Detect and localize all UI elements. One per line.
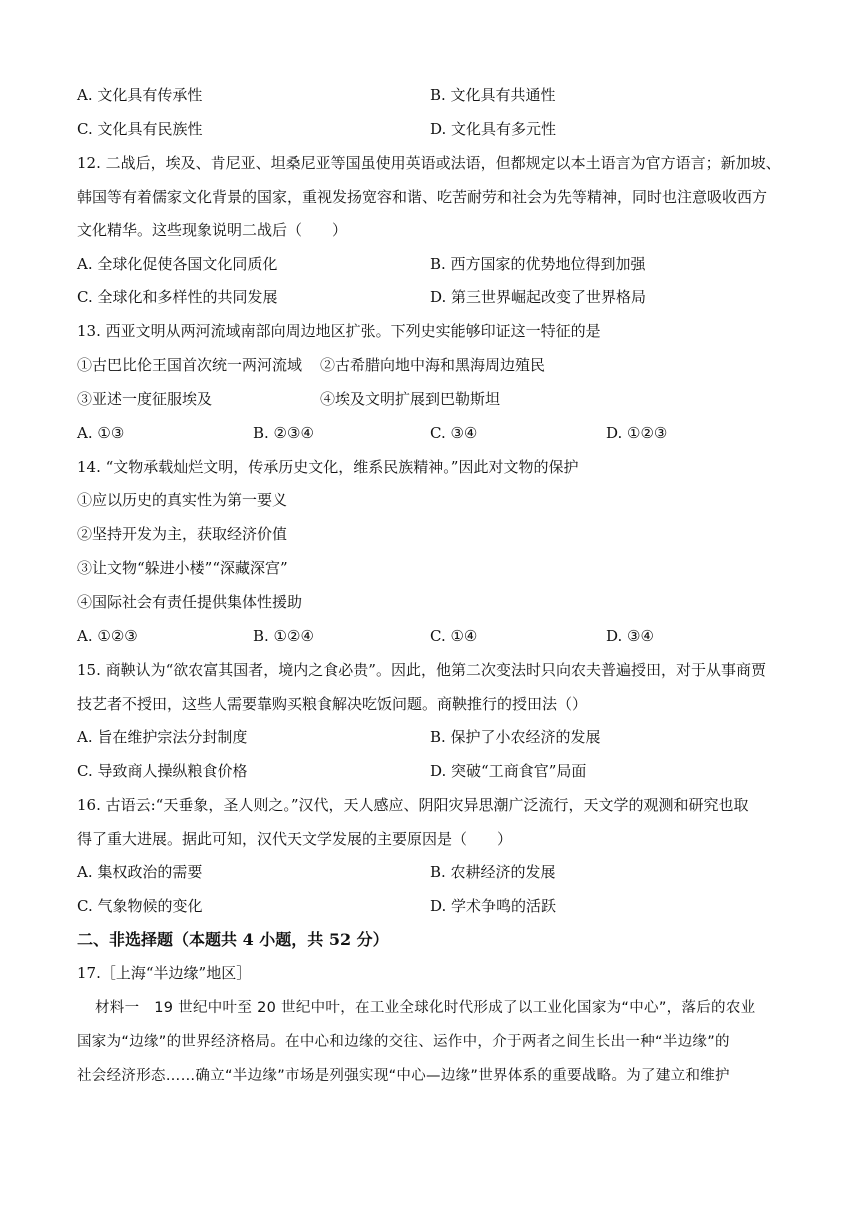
q14-item-1: ①应以历史的真实性为第一要义 — [77, 491, 288, 509]
q13-item-2: ②古希腊向地中海和黑海周边殖民 — [320, 356, 546, 374]
q15-stem-line-2: 技艺者不授田，这些人需要靠购买粮食解决吃饭问题。商鞅推行的授田法（） — [77, 695, 588, 713]
q13-option-d: D. ①②③ — [606, 424, 668, 442]
q15-option-a: A. 旨在维护宗法分封制度 — [77, 728, 248, 746]
q12-option-b: B. 西方国家的优势地位得到加强 — [430, 255, 646, 273]
q14-option-c: C. ①④ — [430, 627, 478, 645]
q14-option-d: D. ③④ — [606, 627, 654, 645]
q13-option-c: C. ③④ — [430, 424, 478, 442]
q12-stem-line-2: 韩国等有着儒家文化背景的国家，重视发扬宽容和谐、吃苦耐劳和社会为先等精神，同时也注意吸收西方 — [77, 188, 768, 206]
q16-option-b: B. 农耕经济的发展 — [430, 863, 556, 881]
q12-option-c: C. 全球化和多样性的共同发展 — [77, 288, 278, 306]
q13-stem: 13. 西亚文明从两河流域南部向周边地区扩张。下列史实能够印证这一特征的是 — [77, 322, 601, 340]
q14-item-3: ③让文物“躲进小楼”“深藏深宫” — [77, 559, 288, 577]
q14-option-a: A. ①②③ — [77, 627, 138, 645]
q11-option-b: B. 文化具有共通性 — [430, 86, 556, 104]
q16-stem-line-2: 得了重大进展。据此可知，汉代天文学发展的主要原因是（ ） — [77, 830, 513, 848]
q14-item-4: ④国际社会有责任提供集体性援助 — [77, 593, 303, 611]
q13-option-a: A. ①③ — [77, 424, 125, 442]
q13-option-b: B. ②③④ — [253, 424, 314, 442]
q11-option-a: A. 文化具有传承性 — [77, 86, 203, 104]
q13-item-3: ③亚述一度征服埃及 — [77, 390, 213, 408]
q15-option-b: B. 保护了小农经济的发展 — [430, 728, 601, 746]
q12-option-d: D. 第三世界崛起改变了世界格局 — [430, 288, 647, 306]
q12-stem-line-3: 文化精华。这些现象说明二战后（ ） — [77, 221, 348, 239]
q12-option-a: A. 全球化促使各国文化同质化 — [77, 255, 278, 273]
q14-stem: 14. “文物承载灿烂文明，传承历史文化，维系民族精神。”因此对文物的保护 — [77, 458, 579, 476]
q16-option-c: C. 气象物候的变化 — [77, 897, 203, 915]
q13-item-1: ①古巴比伦王国首次统一两河流域 — [77, 356, 303, 374]
q15-stem-line-1: 15. 商鞅认为“欲农富其国者，境内之食必贵”。因此，他第二次变法时只向农夫普遍授田，对于从事商贾 — [77, 661, 766, 679]
q12-stem-line-1: 12. 二战后，埃及、肯尼亚、坦桑尼亚等国虽使用英语或法语，但都规定以本土语言为官方语言；新加坡、 — [77, 154, 781, 172]
q15-option-c: C. 导致商人操纵粮食价格 — [77, 762, 248, 780]
q11-option-d: D. 文化具有多元性 — [430, 120, 557, 138]
q16-stem-line-1: 16. 古语云:“天垂象，圣人则之。”汉代，天人感应、阴阳灾异思潮广泛流行，天文学的观测和研究也取 — [77, 796, 749, 814]
section-title: 二、非选择题（本题共 4 小题，共 52 分） — [77, 930, 389, 949]
q16-option-a: A. 集权政治的需要 — [77, 863, 203, 881]
q14-option-b: B. ①②④ — [253, 627, 314, 645]
q17-material-line-2: 国家为“边缘”的世界经济格局。在中心和边缘的交往、运作中，介于两者之间生长出一种“半边缘”的 — [77, 1034, 730, 1050]
q16-option-d: D. 学术争鸣的活跃 — [430, 897, 557, 915]
q17-material-line-3: 社会经济形态……确立“半边缘”市场是列强实现“中心—边缘”世界体系的重要战略。为了建立和维护 — [77, 1068, 730, 1084]
q11-option-c: C. 文化具有民族性 — [77, 120, 203, 138]
q17-heading: 17.［上海“半边缘”地区］ — [77, 964, 252, 982]
q15-option-d: D. 突破“工商食官”局面 — [430, 762, 587, 780]
q17-material-line-1: 材料一 19 世纪中叶至 20 世纪中叶，在工业全球化时代形成了以工业化国家为“中心”，落后的农业 — [95, 1000, 756, 1016]
q13-item-4: ④埃及文明扩展到巴勒斯坦 — [320, 390, 501, 408]
q14-item-2: ②坚持开发为主，获取经济价值 — [77, 525, 288, 543]
